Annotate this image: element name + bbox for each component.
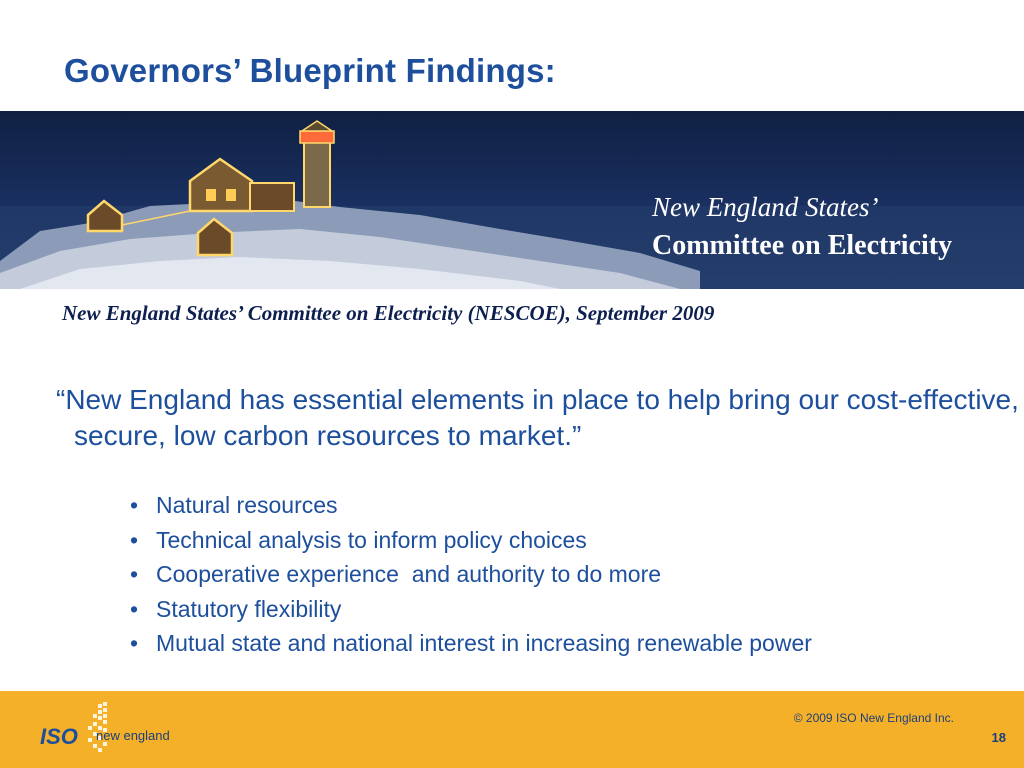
list-item-text: Technical analysis to inform policy choices <box>156 526 587 553</box>
banner-heading-line-2: Committee on Electricity <box>652 230 953 261</box>
banner-heading-line-1: New England States’ <box>652 192 879 222</box>
logo-iso-text: ISO <box>40 724 78 749</box>
findings-list <box>130 488 812 661</box>
list-item <box>130 523 812 558</box>
bullet-icon: • <box>130 492 139 518</box>
list-item <box>130 592 812 627</box>
slide-title: Governors’ Blueprint Findings: <box>64 52 556 89</box>
list-item-text: Cooperative experience and authority to do more <box>156 561 662 587</box>
bullet-icon: • <box>130 561 139 587</box>
page-number: 18 <box>991 730 1006 745</box>
list-item <box>130 557 812 592</box>
list-item-text: Statutory flexibility <box>156 595 342 622</box>
list-item-text: Mutual state and national interest in increasing renewable power <box>156 630 812 656</box>
lighthouse-banner-image <box>0 111 1024 289</box>
bullet-icon: • <box>130 595 139 622</box>
logo-new-england-text: new england <box>96 728 170 743</box>
bullet-icon: • <box>130 630 139 656</box>
source-citation: New England States’ Committee on Electricity (NESCOE), September 2009 <box>62 301 715 325</box>
copyright-notice: © 2009 ISO New England Inc. <box>793 711 954 725</box>
list-item-text: Natural resources <box>156 492 338 518</box>
bullet-icon: • <box>130 526 139 553</box>
list-item <box>130 488 812 523</box>
quote-text: “New England has essential elements in place to help bring our cost-effective, secure, low carbon resources to market.” <box>56 384 1019 451</box>
list-item <box>130 626 812 661</box>
